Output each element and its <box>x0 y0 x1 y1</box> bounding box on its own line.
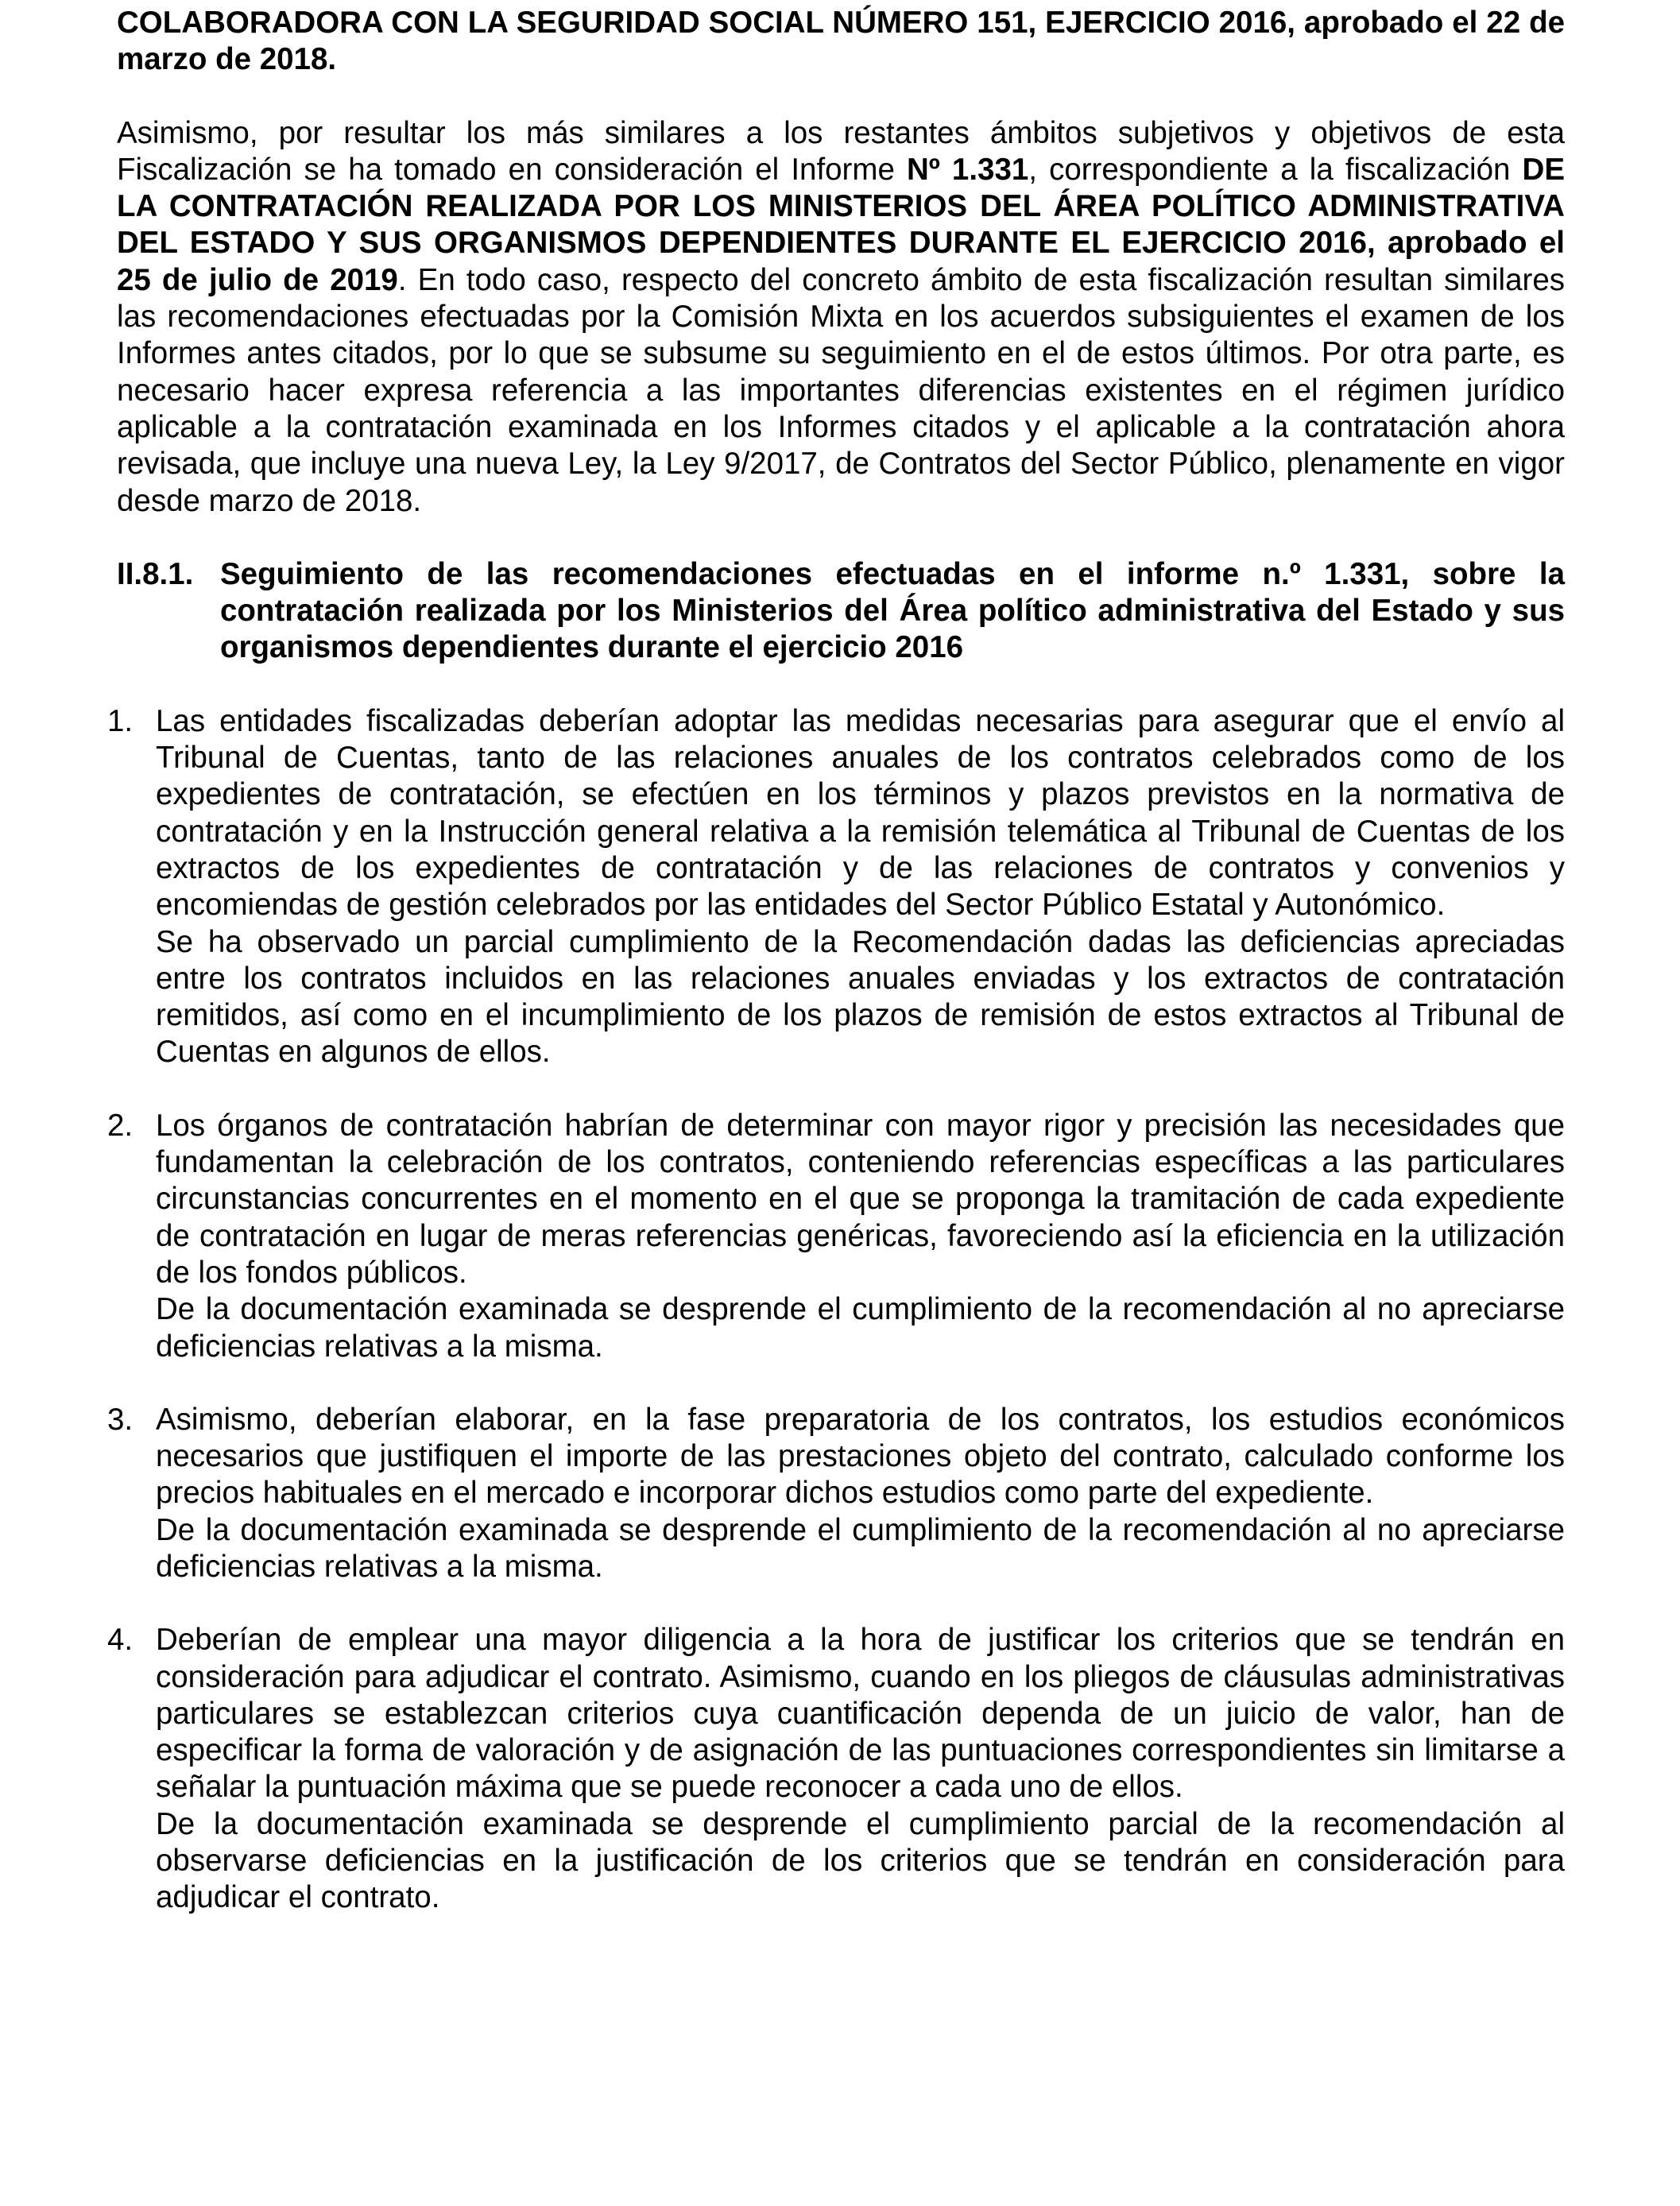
item-number: 4. <box>107 1623 134 1658</box>
document-page <box>107 5 1565 1953</box>
recommendations-list <box>107 703 1565 1917</box>
item-number: 1. <box>107 703 134 738</box>
list-item <box>107 1622 1565 1916</box>
finding-text: De la documentación examinada se desprende el cumplimiento de la recomendación al no apreciarse deficiencias relativas a la misma. <box>156 1292 1565 1364</box>
item-body <box>156 1108 1565 1365</box>
spacer <box>117 520 1565 556</box>
item-number: 3. <box>107 1402 134 1437</box>
finding-text: De la documentación examinada se desprende el cumplimiento de la recomendación al no apreciarse deficiencias relativas a la misma. <box>156 1512 1565 1584</box>
report-title: DE LA CONTRATACIÓN REALIZADA POR LOS MINISTERIOS DEL ÁREA POLÍTICO ADMINISTRATIVA DEL ESTADO Y SUS ORGANISMOS DEPENDIENTES DURANTE EL EJERCICIO 2016, aprobado el 25 de julio de 2019 <box>117 152 1565 297</box>
recommendation-text: Asimismo, deberían elaborar, en la fase preparatoria de los contratos, los estudios económicos necesarios que justifiquen el importe de las prestaciones objeto del contrato, calculado conforme los precios habituales en el mercado e incorporar dichos estudios como parte del expediente. <box>156 1402 1565 1511</box>
intro-bold-text: COLABORADORA CON LA SEGURIDAD SOCIAL NÚMERO 151, EJERCICIO 2016, aprobado el 22 de marzo de 2018. <box>117 6 1565 77</box>
report-number: Nº 1.331 <box>906 152 1029 187</box>
recommendation-text: Deberían de emplear una mayor diligencia a la hora de justificar los criterios que se tendrán en consideración para adjudicar el contrato. Asimismo, cuando en los pliegos de cláusulas administrativas particulares se establezcan criterios cuya cuantificación dependa de un juicio de valor, han de especificar la forma de valoración y de asignación de las puntuaciones correspondientes sin limitarse a señalar la puntuación máxima que se puede reconocer a cada uno de ellos. <box>156 1623 1565 1805</box>
finding-text: Se ha observado un parcial cumplimiento de la Recomendación dadas las deficiencias apreciadas entre los contratos incluidos en las relaciones anuales enviadas y los extractos de contratación remitidos, así como en el incumplimiento de los plazos de remisión de estos extractos al Tribunal de Cuentas en algunos de ellos. <box>156 924 1565 1070</box>
context-text-b: , correspondiente a la fiscalización <box>1028 152 1523 187</box>
intro-paragraph <box>117 5 1565 79</box>
spacer <box>117 667 1565 703</box>
spacer <box>117 79 1565 115</box>
recommendation-text: Las entidades fiscalizadas deberían adoptar las medidas necesarias para asegurar que el envío al Tribunal de Cuentas, tanto de las relaciones anuales de los contratos celebrados como de los expedientes de contratación, se efectúen en los términos y plazos previstos en la normativa de contratación y en la Instrucción general relativa a la remisión telemática al Tribunal de Cuentas de los extractos de los expedientes de contratación y de las relaciones de contratos y convenios y encomiendas de gestión celebrados por las entidades del Sector Público Estatal y Autonómico. <box>156 703 1565 923</box>
list-item <box>107 1402 1565 1585</box>
context-paragraph <box>117 115 1565 520</box>
list-item <box>107 1108 1565 1365</box>
context-text-c: . En todo caso, respecto del concreto ámbito de esta fiscalización resultan similares las recomendaciones efectuadas por la Comisión Mixta en los acuerdos subsiguientes el examen de los Informes antes citados, por lo que se subsume su seguimiento en el de estos últimos. Por otra parte, es necesario hacer expresa referencia a las importantes diferencias existentes en el régimen jurídico aplicable a la contratación examinada en los Informes citados y el aplicable a la contratación ahora revisada, que incluye una nueva Ley, la Ley 9/2017, de Contratos del Sector Público, plenamente en vigor desde marzo de 2018. <box>117 262 1565 518</box>
item-body <box>156 1622 1565 1916</box>
recommendation-text: Los órganos de contratación habrían de determinar con mayor rigor y precisión las necesidades que fundamentan la celebración de los contratos, conteniendo referencias específicas a las particulares circunstancias concurrentes en el momento en el que se proponga la tramitación de cada expediente de contratación en lugar de meras referencias genéricas, favoreciendo así la eficiencia en la utilización de los fondos públicos. <box>156 1108 1565 1290</box>
section-title: Seguimiento de las recomendaciones efectuadas en el informe n.º 1.331, sobre la contratación realizada por los Ministerios del Área político administrativa del Estado y sus organismos dependientes durante el ejercicio 2016 <box>220 556 1565 665</box>
finding-text: De la documentación examinada se desprende el cumplimiento parcial de la recomendación al observarse deficiencias en la justificación de los criterios que se tendrán en consideración para adjudicar el contrato. <box>156 1806 1565 1915</box>
list-item <box>107 703 1565 1071</box>
section-heading <box>117 556 1565 667</box>
item-body <box>156 703 1565 1071</box>
context-text-a: Asimismo, por resultar los más similares a los restantes ámbitos subjetivos y objetivos de esta Fiscalización se ha tomado en consideración el Informe <box>117 115 1565 187</box>
item-number: 2. <box>107 1108 134 1143</box>
section-number: II.8.1. <box>117 556 194 591</box>
item-body <box>156 1402 1565 1585</box>
